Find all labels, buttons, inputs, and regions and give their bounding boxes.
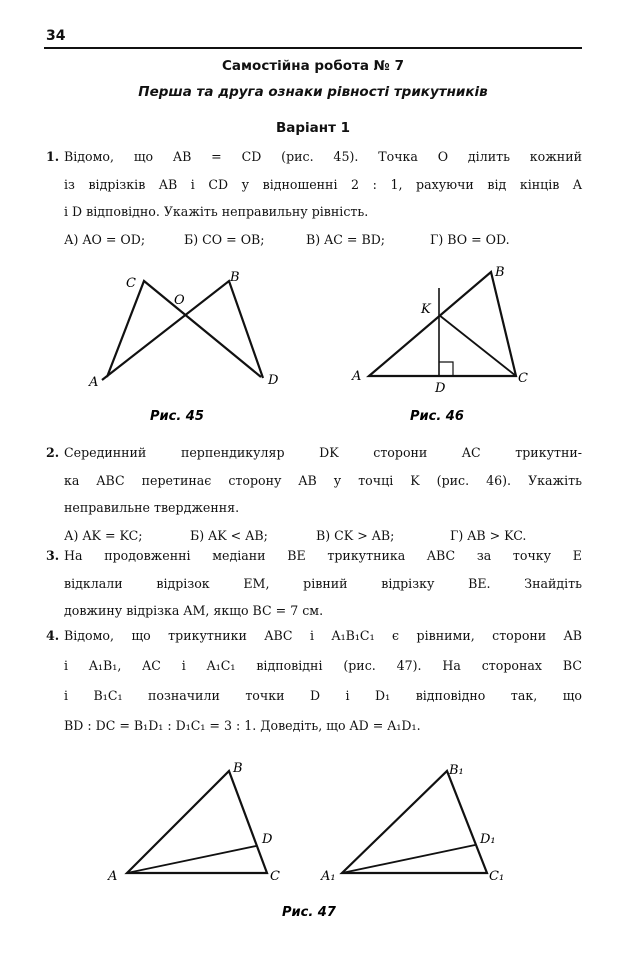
task-line: Відомо, що трикутники ABC і A₁B₁C₁ є рівними, сторони AB	[64, 628, 582, 643]
label-b: B	[495, 265, 505, 280]
variant-heading: Варіант 1	[275, 120, 351, 136]
label-b1: B₁	[449, 763, 464, 778]
work-title: Самостійна робота № 7	[222, 58, 404, 74]
segment-a1d1	[342, 845, 475, 873]
label-b: B	[233, 761, 243, 776]
caption-fig45: Рис. 45	[150, 409, 204, 424]
answer-option: Г) BO = OD.	[430, 231, 510, 247]
task-line: На продовженні медіани BE трикутника ABC за точку E	[64, 548, 582, 563]
answer-option: Б) AK < AB;	[190, 527, 268, 543]
right-angle-mark	[439, 362, 453, 376]
task-2	[46, 439, 582, 549]
caption-fig46: Рис. 46	[410, 409, 464, 424]
answer-option: Г) AB > KC.	[450, 527, 527, 543]
task-number: 1.	[46, 149, 60, 164]
label-k: K	[421, 302, 431, 317]
task-line: BD : DC = B₁D₁ : D₁C₁ = 3 : 1. Доведіть, що AD = A₁D₁.	[64, 718, 421, 733]
label-c: C	[126, 276, 136, 291]
label-d: D	[435, 381, 446, 396]
triangle-abc	[369, 272, 516, 376]
label-b: B	[230, 270, 240, 285]
answer-option: В) CK > AB;	[316, 527, 395, 543]
page-number: 34	[46, 28, 66, 44]
answer-option: Б) CO = OB;	[184, 231, 265, 247]
task-line: і B₁C₁ позначили точки D і D₁ відповідно так, що	[64, 688, 582, 703]
task-line: і D відповідно. Укажіть неправильну рівність.	[64, 204, 369, 219]
label-d1: D₁	[480, 832, 496, 847]
label-o: O	[174, 293, 185, 308]
answer-option: А) AK = KC;	[64, 527, 143, 543]
label-c: C	[518, 371, 528, 386]
label-a: A	[89, 375, 99, 390]
task-line: відклали відрізок EM, рівний відрізку BE. Знайдіть	[64, 575, 582, 591]
task-line: довжину відрізка AM, якщо BC = 7 см.	[64, 603, 324, 618]
label-a: A	[352, 369, 362, 384]
label-a1: A₁	[321, 869, 336, 884]
label-c1: C₁	[489, 869, 505, 884]
task-line: із відрізків AB і CD у відношенні 2 : 1, рахуючи від кінців A	[64, 176, 582, 192]
label-d: D	[262, 832, 273, 847]
task-4	[46, 621, 582, 741]
task-line: неправильне твердження.	[64, 500, 240, 515]
task-number: 4.	[46, 628, 60, 643]
task-3	[46, 542, 582, 625]
label-a: A	[108, 869, 118, 884]
caption-fig47: Рис. 47	[282, 905, 336, 920]
label-c: C	[270, 869, 280, 884]
task-number: 3.	[46, 548, 60, 563]
task-line: Серединний перпендикуляр DK сторони AC трикутни-	[64, 445, 582, 460]
label-d: D	[268, 373, 279, 388]
answer-option: А) AO = OD;	[64, 231, 146, 247]
segment-ad	[127, 846, 256, 873]
task-line: ка ABC перетинає сторону AB у точці K (рис. 46). Укажіть	[64, 472, 582, 488]
task-line: і A₁B₁, AC і A₁C₁ відповідні (рис. 47). На сторонах BC	[64, 658, 582, 673]
answer-option: В) AC = BD;	[306, 231, 386, 247]
task-line: Відомо, що AB = CD (рис. 45). Точка O ділить кожний	[64, 149, 582, 164]
work-subtitle: Перша та друга ознаки рівності трикутників	[138, 84, 488, 100]
task-number: 2.	[46, 445, 60, 460]
